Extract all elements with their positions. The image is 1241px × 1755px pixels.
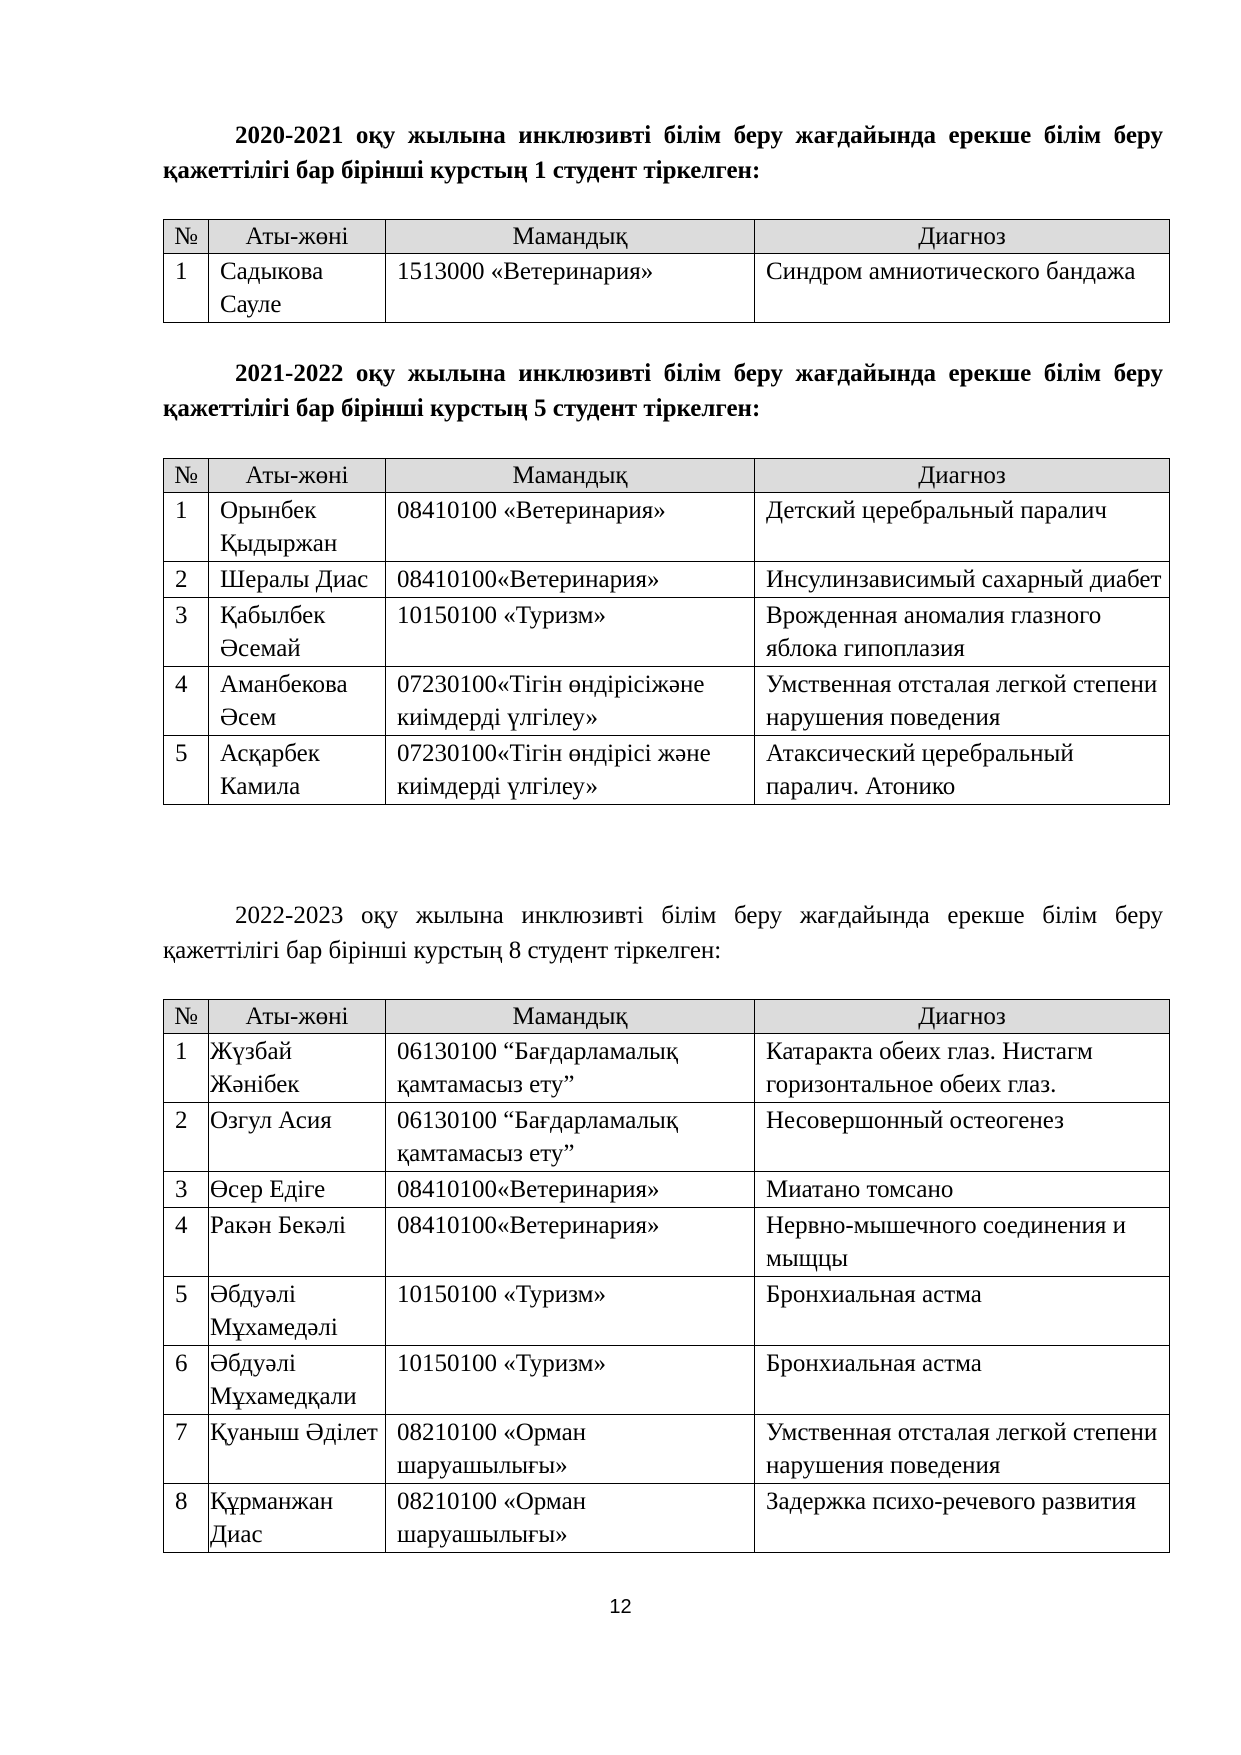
cell-specialty: 1513000 «Ветеринария»	[386, 254, 755, 323]
col-header-name: Аты-жөні	[209, 1000, 386, 1034]
cell-num: 1	[164, 1034, 209, 1103]
cell-name: Асқарбек Камила	[209, 736, 386, 805]
table-header-row	[164, 1000, 1170, 1034]
section-heading-2022-2023	[163, 898, 1163, 968]
cell-diagnosis: Миатано томсано	[755, 1172, 1170, 1208]
col-header-num: №	[164, 220, 209, 254]
col-header-specialty: Мамандық	[386, 459, 755, 493]
heading-text: 2021-2022 оқу жылына инклюзивті білім беру жағдайында ерекше білім беру қажеттілігі бар бірінші курстың 5 студент тіркелген:	[163, 360, 1163, 422]
cell-num: 4	[164, 667, 209, 736]
cell-num: 6	[164, 1346, 209, 1415]
cell-name: Шералы Диас	[209, 562, 386, 598]
cell-specialty: 07230100«Тігін өндірісі және киімдерді үлгілеу»	[386, 736, 755, 805]
cell-num: 2	[164, 1103, 209, 1172]
section-heading-2021-2022	[163, 356, 1163, 426]
col-header-num: №	[164, 459, 209, 493]
cell-diagnosis: Умственная отсталая легкой степени нарушения поведения	[755, 1415, 1170, 1484]
table-row	[164, 1172, 1170, 1208]
table-header-row	[164, 220, 1170, 254]
cell-diagnosis: Задержка психо-речевого развития	[755, 1484, 1170, 1553]
table-row	[164, 254, 1170, 323]
col-header-diagnosis: Диагноз	[755, 220, 1170, 254]
table-row	[164, 598, 1170, 667]
col-header-num: №	[164, 1000, 209, 1034]
cell-name: Әбдуәлі Мұхамедәлі	[209, 1277, 386, 1346]
cell-num: 1	[164, 493, 209, 562]
cell-name: Қуаныш Әділет	[209, 1415, 386, 1484]
cell-name: Құрманжан Диас	[209, 1484, 386, 1553]
col-header-name: Аты-жөні	[209, 220, 386, 254]
col-header-name: Аты-жөні	[209, 459, 386, 493]
table-2020-2021	[163, 219, 1170, 323]
table-row	[164, 1208, 1170, 1277]
page-number: 12	[609, 1596, 632, 1618]
table-row	[164, 562, 1170, 598]
section-heading-2020-2021	[163, 118, 1163, 188]
heading-text: 2020-2021 оқу жылына инклюзивті білім беру жағдайында ерекше білім беру қажеттілігі бар бірінші курстың 1 студент тіркелген:	[163, 122, 1163, 184]
cell-name: Орынбек Қыдыржан	[209, 493, 386, 562]
cell-diagnosis: Синдром амниотического бандажа	[755, 254, 1170, 323]
cell-name: Әбдуәлі Мұхамедқали	[209, 1346, 386, 1415]
table-row	[164, 667, 1170, 736]
cell-name: Аманбекова Әсем	[209, 667, 386, 736]
table-row	[164, 493, 1170, 562]
cell-name: Өсер Едіге	[209, 1172, 386, 1208]
cell-name: Садыкова Сауле	[209, 254, 386, 323]
cell-num: 5	[164, 736, 209, 805]
cell-specialty: 10150100 «Туризм»	[386, 1346, 755, 1415]
cell-num: 3	[164, 1172, 209, 1208]
cell-specialty: 06130100 “Бағдарламалық қамтамасыз ету”	[386, 1103, 755, 1172]
table-row	[164, 1277, 1170, 1346]
cell-specialty: 06130100 “Бағдарламалық қамтамасыз ету”	[386, 1034, 755, 1103]
table-header-row	[164, 459, 1170, 493]
cell-num: 1	[164, 254, 209, 323]
cell-specialty: 10150100 «Туризм»	[386, 598, 755, 667]
table-row	[164, 1484, 1170, 1553]
cell-specialty: 08410100«Ветеринария»	[386, 1172, 755, 1208]
cell-name: Қабылбек Әсемай	[209, 598, 386, 667]
cell-specialty: 08210100 «Орман шаруашылығы»	[386, 1415, 755, 1484]
cell-specialty: 10150100 «Туризм»	[386, 1277, 755, 1346]
cell-num: 2	[164, 562, 209, 598]
heading-text: 2022-2023 оқу жылына инклюзивті білім беру жағдайында ерекше білім беру қажеттілігі бар бірінші курстың 8 студент тіркелген:	[163, 902, 1163, 964]
cell-num: 3	[164, 598, 209, 667]
table-row	[164, 736, 1170, 805]
table-row	[164, 1415, 1170, 1484]
cell-specialty: 08410100«Ветеринария»	[386, 562, 755, 598]
cell-diagnosis: Врожденная аномалия глазного яблока гипоплазия	[755, 598, 1170, 667]
col-header-specialty: Мамандық	[386, 220, 755, 254]
cell-diagnosis: Детский церебральный паралич	[755, 493, 1170, 562]
table-2022-2023	[163, 999, 1170, 1553]
cell-num: 7	[164, 1415, 209, 1484]
cell-diagnosis: Несовершонный остеогенез	[755, 1103, 1170, 1172]
cell-specialty: 08410100 «Ветеринария»	[386, 493, 755, 562]
col-header-specialty: Мамандық	[386, 1000, 755, 1034]
col-header-diagnosis: Диагноз	[755, 459, 1170, 493]
cell-num: 4	[164, 1208, 209, 1277]
cell-name: Ракән Бекәлі	[209, 1208, 386, 1277]
cell-diagnosis: Атаксический церебральный паралич. Атонико	[755, 736, 1170, 805]
cell-diagnosis: Катаракта обеих глаз. Нистагм горизонтальное обеих глаз.	[755, 1034, 1170, 1103]
table-row	[164, 1103, 1170, 1172]
cell-diagnosis: Бронхиальная астма	[755, 1277, 1170, 1346]
table-2021-2022	[163, 458, 1170, 805]
cell-num: 5	[164, 1277, 209, 1346]
cell-num: 8	[164, 1484, 209, 1553]
table-row	[164, 1346, 1170, 1415]
cell-diagnosis: Нервно-мышечного соединения и мыщцы	[755, 1208, 1170, 1277]
cell-specialty: 08210100 «Орман шаруашылығы»	[386, 1484, 755, 1553]
cell-name: Озгул Асия	[209, 1103, 386, 1172]
cell-diagnosis: Инсулинзависимый сахарный диабет	[755, 562, 1170, 598]
table-row	[164, 1034, 1170, 1103]
cell-name: Жүзбай Жәнібек	[209, 1034, 386, 1103]
cell-diagnosis: Бронхиальная астма	[755, 1346, 1170, 1415]
cell-specialty: 08410100«Ветеринария»	[386, 1208, 755, 1277]
cell-diagnosis: Умственная отсталая легкой степени нарушения поведения	[755, 667, 1170, 736]
col-header-diagnosis: Диагноз	[755, 1000, 1170, 1034]
cell-specialty: 07230100«Тігін өндірісіжәне киімдерді үлгілеу»	[386, 667, 755, 736]
